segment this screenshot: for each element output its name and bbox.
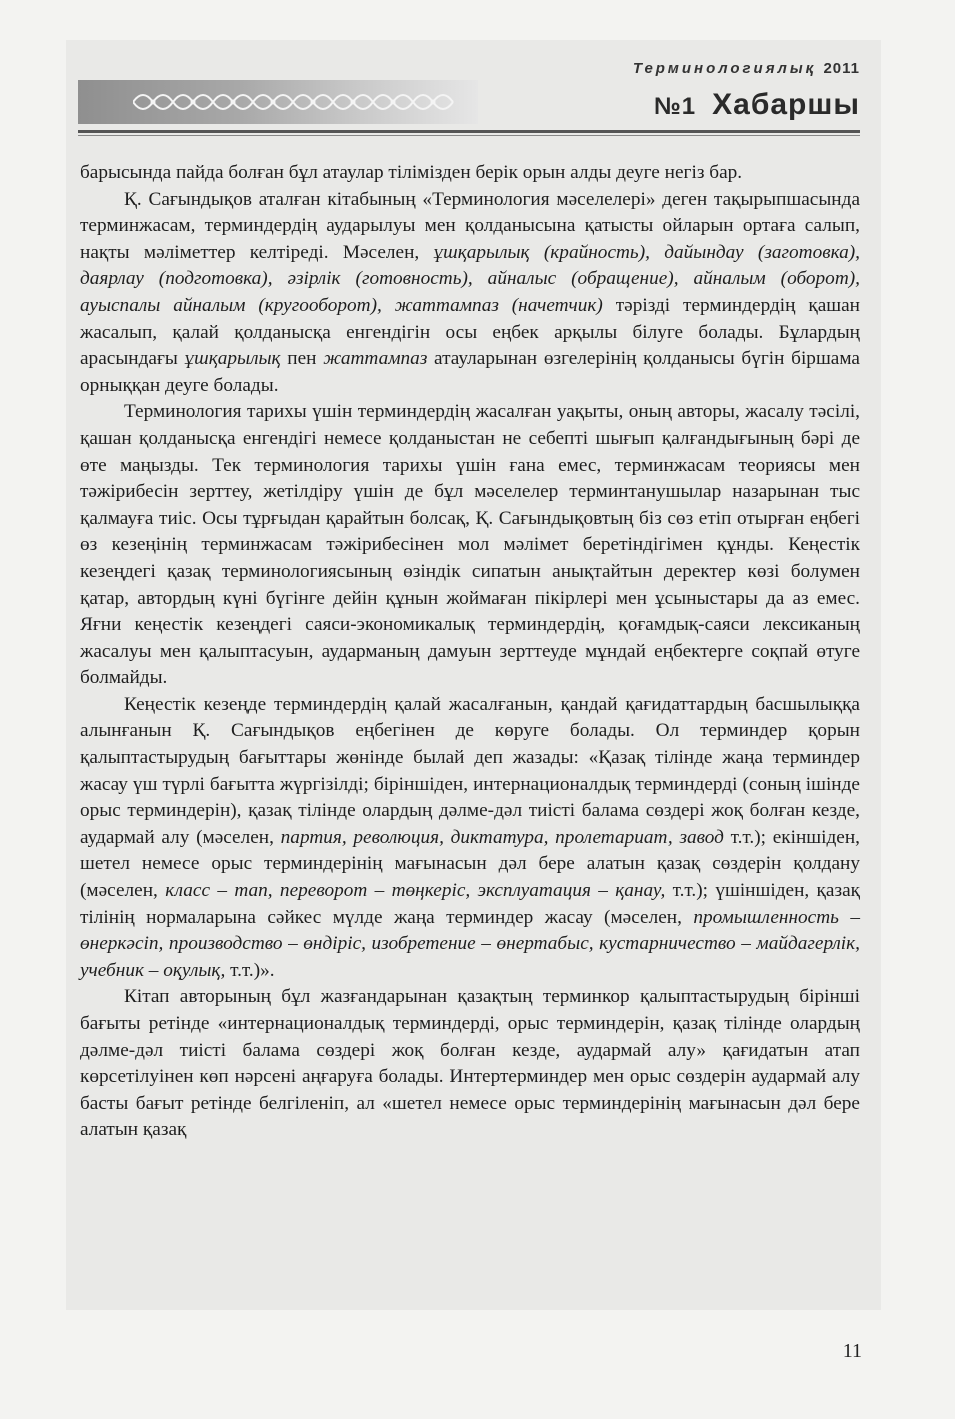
text-run: пен: [280, 348, 324, 370]
paragraph: [80, 187, 860, 400]
italic-term: ұшқарылық: [184, 348, 281, 370]
text-run: тәрізді терминдердің қашан жасалып, қалай қолданысқа енгендігін осы еңбек арқылы білуге болады. Бұлардың арасындағы: [80, 294, 861, 370]
paragraph: [80, 692, 860, 985]
text-run: т.т.); екіншіден, шетел немесе орыс терминдерінің мағынасын дәл бере алатын қазақ сөздерін қолдану (мәселен,: [80, 826, 861, 902]
paragraph: [80, 984, 860, 1144]
text-run: т.т.)».: [225, 959, 275, 981]
text-run: барысында пайда болған бұл атаулар тілімізден берік орын алды деуге негіз бар.: [80, 162, 743, 183]
text-run: Қ. Сағындықов аталған кітабының «Терминология мәселелері» деген тақырыпшасында терминжасам, терминдердің аударылуы мен қолданысына қатысты ойларын ортаға салып, нақты мәліметтер келтіреді. Мәселен,: [80, 188, 860, 263]
paragraph: [80, 399, 860, 692]
journal-name: [633, 60, 860, 77]
ornament-banner: [78, 80, 478, 124]
journal-year: 2011: [823, 60, 860, 77]
italic-term: жаттампаз: [323, 348, 428, 370]
italic-term: партия, революция, диктатура, пролетариат, завод: [280, 826, 724, 848]
page-header: [78, 60, 860, 140]
article-body: [80, 160, 860, 1144]
text-run: т.т.); үшіншіден, қазақ тілінің нормаларына сәйкес мүлде жаңа терминдер жасау (мәселен,: [80, 880, 861, 928]
text-run: Кітап авторының бұл жазғандарынан қазақтың терминкор қалыптастырудың бірінші бағыты ретінде «интернационалдық терминдерді, орыс терминдерін, қазақ тілінде олардың дәлме-дәл тиісті балама сөздері жоқ болған кезде, аудармай алу» қағидатын атап көрсетілуінен көп нәрсені аңғаруға болады. Интертерминдер мен орыс сөздерін аудармай алу басты бағыт ретінде белгіленіп, ал «шетел немесе орыс терминдерінің мағынасын дәл бере алатын қазақ: [80, 986, 860, 1141]
text-run: атауларынан өзгелерінің қолданысы бүгін біршама орныққан деуге болады.: [80, 348, 860, 396]
ornament-pattern-icon: [133, 86, 463, 118]
header-rule-thin: [78, 135, 860, 136]
header-rule: [78, 130, 860, 133]
journal-title: Терминологиялық: [632, 60, 817, 77]
text-run: Кеңестік кезеңде терминдердің қалай жасалғанын, қандай қағидаттардың басшылыққа алынғанын Қ. Сағындықов еңбегінен де көруге болады. Ол терминдер қорын қалыптастырудың бағыттары жөнінде былай деп жазады: «Қазақ тілінде жаңа терминдер жасау үш түрлі бағытта жүргізілді; біріншіден, интернационалдық терминдерді (соның ішінде орыс терминдерін), қазақ тілінде олардың дәлме-дәл тиісті балама сөздері жоқ болған кезде, аудармай алу (мәселен,: [80, 693, 860, 848]
italic-term: ұшқарылық (крайность), дайындау (заготовка), даярлау (подготовка), әзірлік (готовность), айналыс (обращение), айналым (оборот), ауыспалы айналым (кругооборот), жаттампаз (начетчик): [80, 241, 860, 316]
page-number: 11: [842, 1340, 862, 1362]
italic-term: промышленность – өнеркәсіп, производство – өндіріс, изобретение – өнертабыс, кустарничество – майдагерлік, учебник – оқулық,: [80, 906, 860, 981]
text-run: Терминология тарихы үшін терминдердің жасалған уақыты, оның авторы, жасалу тәсілі, қашан қолданысқа енгендігі немесе қолданыстан не себепті шығып қалғандығының бәрі де өте маңызды. Тек терминология тарихы үшін ғана емес, терминжасам теориясы мен тәжірибесін зерттеу, жетілдіру үшін де бұл мәселелер терминтанушылар назарынан тыс қалмауға тиіс. Осы тұрғыдан қарайтын болсақ, Қ. Сағындықовтың біз сөз етіп отырған еңбегі өз кезеңінің терминжасам тәжірибесінен мол мәлімет беретіндігімен құнды. Кеңестік кезеңдегі қазақ терминологиясының өзіндік сипатын анықтайтын деректер көзі болумен қатар, автордың күні бүгінге дейін құнын жоймаған пікірлері мен ұсыныстары да аз емес. Яғни кеңестік кезеңдегі саяси-экономикалық терминдердің, қоғамдық-саяси лексиканың жасалуы мен қалыптасуын, аударманың дамуын зерттеуде мұндай еңбектерге соқпай өтуге болмайды.: [80, 401, 860, 689]
italic-term: класс – тап, переворот – төңкеріс, эксплуатация – қанау,: [165, 880, 666, 902]
issue-label: [654, 88, 860, 122]
issue-title: Хабаршы: [712, 88, 860, 121]
paragraph: [80, 160, 860, 187]
issue-number: №1: [654, 93, 697, 120]
